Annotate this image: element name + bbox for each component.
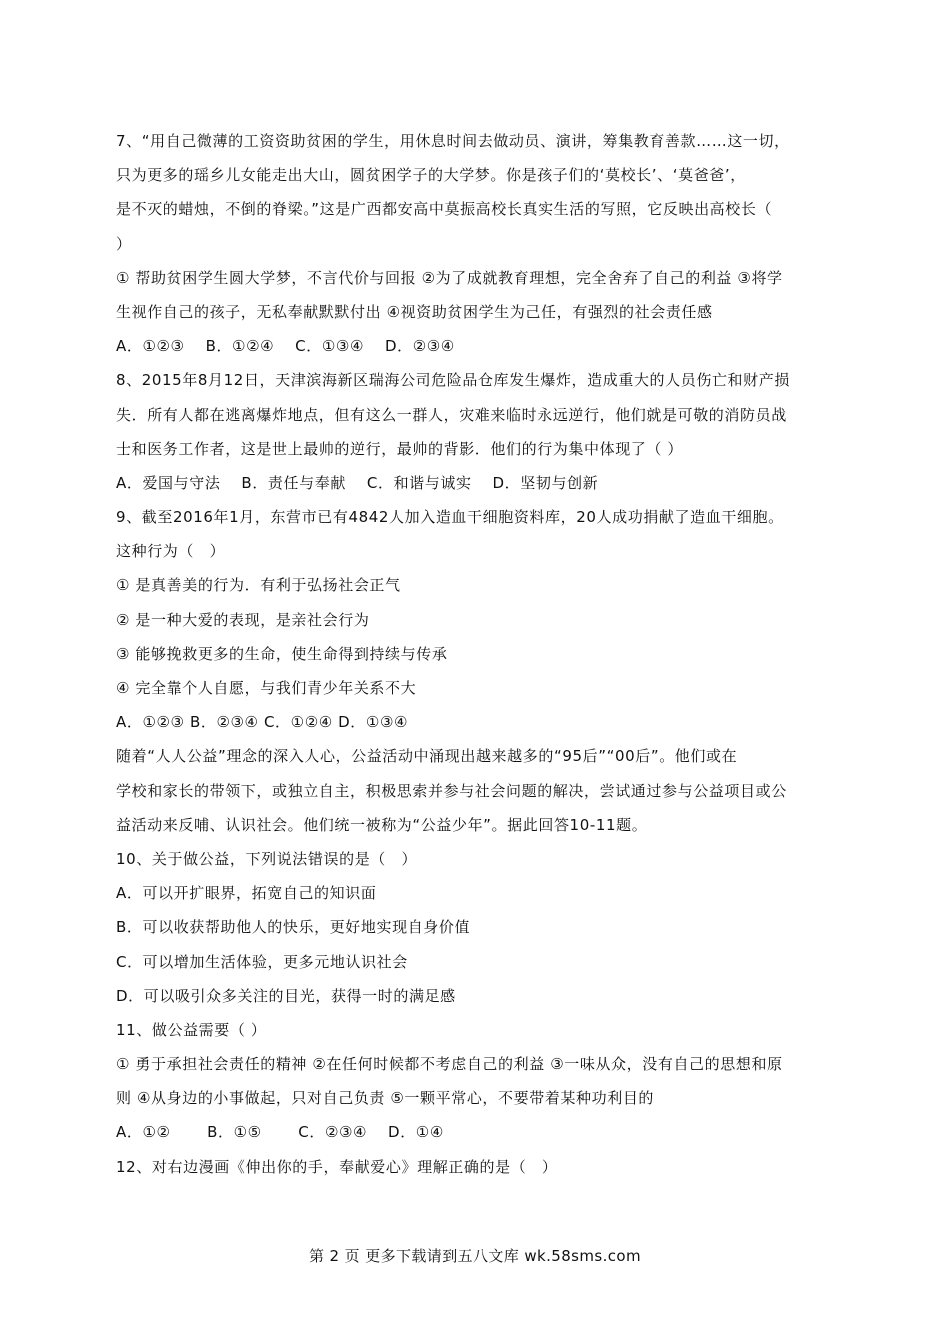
text-line: ① 是真善美的行为．有利于弘扬社会正气 bbox=[116, 576, 401, 595]
text-line: ① 帮助贫困学生圆大学梦，不言代价与回报 ②为了成就教育理想，完全舍弃了自己的利益 ③将学 bbox=[116, 268, 783, 287]
text-line: 是不灭的蜡烛，不倒的脊梁。”这是广西都安高中莫振高校长真实生活的写照，它反映出高校长（ bbox=[116, 200, 773, 219]
text-line: 11、做公益需要（ ） bbox=[116, 1020, 267, 1039]
text-line: 生视作自己的孩子，无私奉献默默付出 ④视资助贫困学生为己任，有强烈的社会责任感 bbox=[116, 302, 713, 321]
text-line: 失．所有人都在逃离爆炸地点，但有这么一群人，灾难来临时永远逆行，他们就是可敬的消防员战 bbox=[116, 405, 787, 424]
text-line: D．可以吸引众多关注的目光，获得一时的满足感 bbox=[116, 986, 456, 1005]
document-body bbox=[116, 124, 840, 1184]
text-line: 则 ④从身边的小事做起，只对自己负责 ⑤一颗平常心，不要带着某种功利目的 bbox=[116, 1089, 655, 1108]
text-line: ） bbox=[116, 234, 132, 253]
text-line: A．可以开扩眼界，拓宽自己的知识面 bbox=[116, 884, 377, 903]
answer-options: A．爱国与守法 B．责任与奉献 C．和谐与诚实 D．坚韧与创新 bbox=[116, 473, 599, 492]
text-line: 益活动来反哺、认识社会。他们统一被称为“公益少年”。据此回答10-11题。 bbox=[116, 815, 648, 834]
answer-options: A．①②③ B．②③④ C．①②④ D．①③④ bbox=[116, 713, 409, 732]
answer-options: A．①②③ B．①②④ C．①③④ D．②③④ bbox=[116, 337, 455, 356]
page-footer: 第 2 页 更多下载请到五八文库 wk.58sms.com bbox=[308, 1247, 642, 1265]
text-line: 7、“用自己微薄的工资资助贫困的学生，用休息时间去做动员、演讲，筹集教育善款……这一切， bbox=[116, 132, 790, 150]
text-line: ① 勇于承担社会责任的精神 ②在任何时候都不考虑自己的利益 ③一味从众，没有自己的思想和原 bbox=[116, 1055, 783, 1074]
text-line: 随着“人人公益”理念的深入人心，公益活动中涌现出越来越多的“95后”“00后”。他们或在 bbox=[116, 747, 738, 766]
text-line: 学校和家长的带领下，或独立自主，积极思索并参与社会问题的解决，尝试通过参与公益项目或公 bbox=[116, 781, 787, 800]
text-line: B．可以收获帮助他人的快乐，更好地实现自身价值 bbox=[116, 918, 471, 937]
text-line: C．可以增加生活体验，更多元地认识社会 bbox=[116, 952, 408, 971]
text-line: 士和医务工作者，这是世上最帅的逆行，最帅的背影．他们的行为集中体现了（ ） bbox=[116, 439, 683, 458]
text-line: 12、对右边漫画《伸出你的手，奉献爱心》理解正确的是（ ） bbox=[116, 1157, 558, 1176]
text-line: ③ 能够挽救更多的生命，使生命得到持续与传承 bbox=[116, 644, 448, 663]
text-line: 8、2015年8月12日，天津滨海新区瑞海公司危险品仓库发生爆炸，造成重大的人员伤亡和财产损 bbox=[116, 371, 790, 390]
text-line: ② 是一种大爱的表现，是亲社会行为 bbox=[116, 610, 370, 629]
answer-options: A．①② B．①⑤ C．②③④ D．①④ bbox=[116, 1123, 444, 1142]
text-line: ④ 完全靠个人自愿，与我们青少年关系不大 bbox=[116, 679, 417, 697]
text-line: 10、关于做公益，下列说法错误的是（ ） bbox=[116, 849, 418, 868]
text-line: 这种行为（ ） bbox=[116, 542, 226, 561]
text-line: 9、截至2016年1月，东营市已有4842人加入造血干细胞资料库，20人成功捐献了造血干细胞。 bbox=[116, 508, 784, 527]
text-line: 只为更多的瑶乡儿女能走出大山，圆贫困学子的大学梦。你是孩子们的‘莫校长’、‘莫爸爸’， bbox=[116, 166, 746, 185]
